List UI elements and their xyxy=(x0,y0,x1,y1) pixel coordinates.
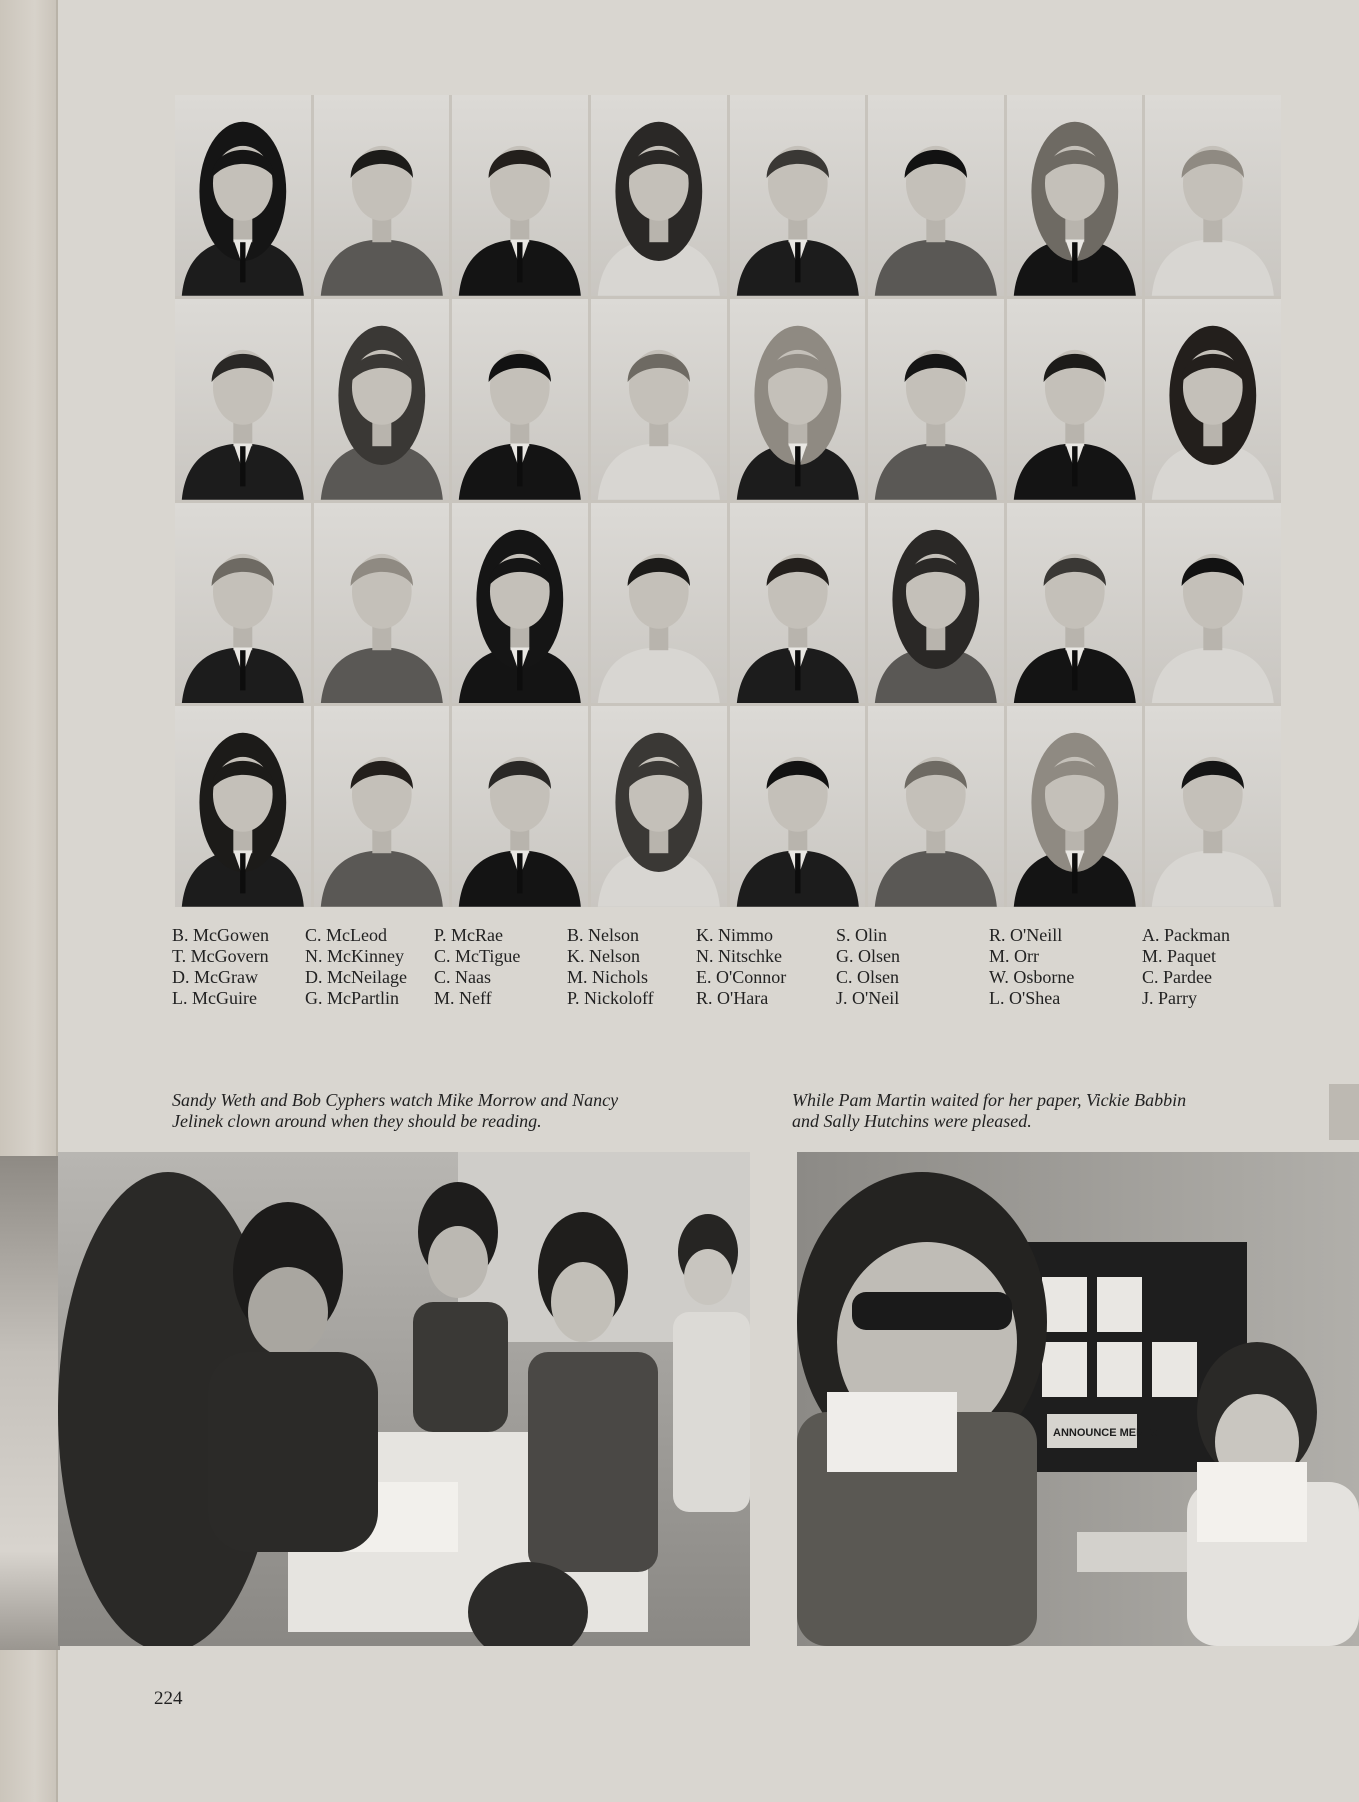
student-portrait xyxy=(175,706,311,907)
portrait-silhouette xyxy=(1145,706,1281,907)
student-name: C. Naas xyxy=(434,967,491,987)
student-name: B. Nelson xyxy=(567,925,639,945)
portrait-silhouette xyxy=(1145,299,1281,500)
page-edge-tab xyxy=(1329,1084,1359,1140)
student-name: M. Nichols xyxy=(567,967,648,987)
name-column-2 xyxy=(305,925,407,1009)
student-portrait xyxy=(730,503,866,704)
caption-line: While Pam Martin waited for her paper, Vickie Babbin xyxy=(792,1090,1187,1110)
student-portrait xyxy=(591,706,727,907)
portrait-silhouette xyxy=(730,706,866,907)
student-name: K. Nimmo xyxy=(696,925,774,945)
student-name: M. Orr xyxy=(989,946,1039,966)
name-column-1 xyxy=(172,925,269,1009)
student-portrait xyxy=(1007,95,1143,296)
classroom-candid-photo-left xyxy=(58,1152,750,1646)
portrait-silhouette xyxy=(1145,95,1281,296)
student-name: C. McLeod xyxy=(305,925,387,945)
portrait-silhouette xyxy=(175,503,311,704)
student-portrait xyxy=(1007,503,1143,704)
facing-page-photo-edge xyxy=(0,1156,60,1650)
student-portrait xyxy=(730,706,866,907)
student-portrait xyxy=(868,706,1004,907)
portrait-silhouette xyxy=(452,503,588,704)
name-column-5 xyxy=(696,925,786,1009)
student-portrait xyxy=(1145,299,1281,500)
student-name: T. McGovern xyxy=(172,946,269,966)
student-name: B. McGowen xyxy=(172,925,269,945)
student-portrait xyxy=(314,706,450,907)
student-name: K. Nelson xyxy=(567,946,640,966)
student-name: W. Osborne xyxy=(989,967,1075,987)
portrait-grid xyxy=(175,95,1281,907)
student-name: C. Olsen xyxy=(836,967,899,987)
caption-line: Jelinek clown around when they should be reading. xyxy=(172,1111,542,1131)
student-portrait xyxy=(452,503,588,704)
portrait-silhouette xyxy=(1007,95,1143,296)
student-portrait xyxy=(730,299,866,500)
student-name: R. O'Hara xyxy=(696,988,769,1008)
student-name: C. Pardee xyxy=(1142,967,1212,987)
portrait-silhouette xyxy=(730,299,866,500)
name-column-6 xyxy=(836,925,900,1009)
student-name: M. Neff xyxy=(434,988,492,1008)
student-name: R. O'Neill xyxy=(989,925,1063,945)
student-portrait xyxy=(1145,503,1281,704)
classroom-scene-right xyxy=(797,1152,1359,1646)
student-portrait xyxy=(1007,299,1143,500)
student-name: S. Olin xyxy=(836,925,888,945)
student-name: G. Olsen xyxy=(836,946,900,966)
portrait-silhouette xyxy=(452,95,588,296)
student-name: D. McNeilage xyxy=(305,967,407,987)
student-name: G. McPartlin xyxy=(305,988,399,1008)
page-number: 224 xyxy=(154,1688,183,1709)
student-name: N. McKinney xyxy=(305,946,404,966)
student-name: J. Parry xyxy=(1142,988,1197,1008)
student-portrait xyxy=(175,95,311,296)
portrait-silhouette xyxy=(730,503,866,704)
right-photo-caption xyxy=(792,1090,1186,1132)
student-portrait xyxy=(868,95,1004,296)
name-column-3 xyxy=(434,925,520,1009)
student-name: D. McGraw xyxy=(172,967,258,987)
student-name: M. Paquet xyxy=(1142,946,1216,966)
portrait-silhouette xyxy=(314,503,450,704)
portrait-silhouette xyxy=(591,299,727,500)
student-portrait xyxy=(452,706,588,907)
portrait-silhouette xyxy=(175,95,311,296)
student-name: L. McGuire xyxy=(172,988,257,1008)
student-portrait xyxy=(314,503,450,704)
portrait-silhouette xyxy=(175,299,311,500)
portrait-silhouette xyxy=(591,503,727,704)
portrait-silhouette xyxy=(868,706,1004,907)
student-portrait xyxy=(868,503,1004,704)
portrait-silhouette xyxy=(591,706,727,907)
student-portrait xyxy=(1145,706,1281,907)
student-portrait xyxy=(1007,706,1143,907)
student-name: C. McTigue xyxy=(434,946,521,966)
portrait-silhouette xyxy=(868,503,1004,704)
classroom-scene-left xyxy=(58,1152,750,1646)
portrait-silhouette xyxy=(1145,503,1281,704)
caption-line: Sandy Weth and Bob Cyphers watch Mike Morrow and Nancy xyxy=(172,1090,619,1110)
student-portrait xyxy=(175,299,311,500)
student-portrait xyxy=(452,299,588,500)
portrait-silhouette xyxy=(452,706,588,907)
portrait-silhouette xyxy=(1007,299,1143,500)
name-column-7 xyxy=(989,925,1074,1009)
bulletin-board-label: ANNOUNCE MENTS xyxy=(1053,1427,1159,1439)
portrait-silhouette xyxy=(868,299,1004,500)
portrait-silhouette xyxy=(868,95,1004,296)
portrait-silhouette xyxy=(1007,503,1143,704)
caption-line: and Sally Hutchins were pleased. xyxy=(792,1111,1032,1131)
name-column-8 xyxy=(1142,925,1230,1009)
student-portrait xyxy=(591,95,727,296)
student-name: A. Packman xyxy=(1142,925,1230,945)
student-portrait xyxy=(314,299,450,500)
student-portrait xyxy=(1145,95,1281,296)
student-name: P. McRae xyxy=(434,925,503,945)
student-portrait xyxy=(730,95,866,296)
student-portrait xyxy=(591,299,727,500)
student-portrait xyxy=(175,503,311,704)
portrait-silhouette xyxy=(1007,706,1143,907)
portrait-silhouette xyxy=(314,706,450,907)
student-name: J. O'Neil xyxy=(836,988,900,1008)
student-portrait xyxy=(591,503,727,704)
classroom-candid-photo-right xyxy=(797,1152,1359,1646)
name-column-4 xyxy=(567,925,654,1009)
student-portrait xyxy=(314,95,450,296)
student-portrait xyxy=(868,299,1004,500)
portrait-silhouette xyxy=(175,706,311,907)
student-name: L. O'Shea xyxy=(989,988,1061,1008)
portrait-silhouette xyxy=(591,95,727,296)
portrait-silhouette xyxy=(314,299,450,500)
left-photo-caption xyxy=(172,1090,618,1132)
portrait-silhouette xyxy=(452,299,588,500)
student-name: E. O'Connor xyxy=(696,967,787,987)
student-name: N. Nitschke xyxy=(696,946,782,966)
portrait-silhouette xyxy=(314,95,450,296)
student-name: P. Nickoloff xyxy=(567,988,654,1008)
portrait-silhouette xyxy=(730,95,866,296)
student-portrait xyxy=(452,95,588,296)
